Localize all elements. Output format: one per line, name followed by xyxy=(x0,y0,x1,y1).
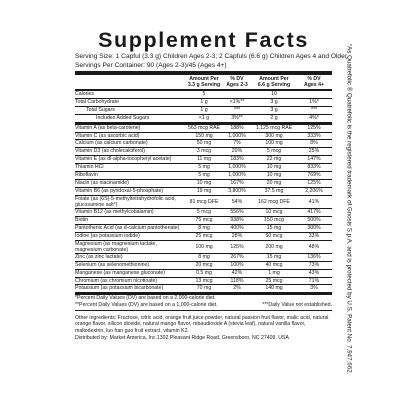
amount-serving-2: 15 mg xyxy=(266,253,282,260)
dv-ages-2-3: 118% xyxy=(230,277,244,284)
dv-ages-2-3: 1,000% xyxy=(228,172,246,179)
nutrient-row xyxy=(75,140,332,148)
nutrient-name: Chromium (as chromium nicotinate) xyxy=(75,277,158,284)
amount-header-1: Amount Per 3.3 g Serving xyxy=(187,76,221,88)
nutrient-name: Vitamin D3 (as cholecalciferol) xyxy=(75,148,145,155)
dv-ages-4-plus: 300% xyxy=(307,224,321,231)
nutrient-row xyxy=(75,133,332,141)
macro-row xyxy=(75,115,332,123)
column-header-row xyxy=(75,75,332,89)
dv-ages-2-3: 1,000% xyxy=(228,164,246,171)
dv-ages-4-plus: 4%* xyxy=(309,114,319,121)
nutrient-row xyxy=(75,262,332,270)
nutrient-name: Vitamin A (as beta-carotene) xyxy=(75,124,141,131)
amount-serving-1: 1 g xyxy=(200,106,208,113)
nutrient-name: Vitamin B6 (as pyridoxal-5-phosphate) xyxy=(75,187,164,194)
amount-serving-1: 1 g xyxy=(200,98,208,105)
macro-row xyxy=(75,99,332,107)
dv-ages-2-3: 3,800% xyxy=(228,187,246,194)
dv-ages-4-plus: 769% xyxy=(307,172,321,179)
nutrient-row xyxy=(75,270,332,278)
dv-ages-4-plus: 500% xyxy=(307,216,321,223)
dv-ages-4-plus: 136% xyxy=(307,253,321,260)
nutrient-name: Thiamin HCl xyxy=(75,164,104,171)
dv-ages-4-plus: 833% xyxy=(307,164,321,171)
amount-serving-2: 40 mcg xyxy=(265,261,283,268)
nutrient-name: Iodine (as potassium iodide) xyxy=(75,232,140,239)
amount-serving-1: 5 mg xyxy=(198,164,210,171)
dv-ages-4-plus: 125% xyxy=(307,124,321,131)
dv-ages-2-3: 267% xyxy=(230,253,244,260)
amount-serving-1: 25 mcg xyxy=(195,232,213,239)
dv-ages-4-plus: *** xyxy=(310,106,318,113)
amount-serving-2: 37.5 mg xyxy=(264,187,284,194)
dv-ages-4-plus: 417% xyxy=(307,208,321,215)
dv-ages-2-3: 3%** xyxy=(231,114,243,121)
amount-serving-2: 3 g xyxy=(270,98,278,105)
amount-serving-2: 25 mcg xyxy=(265,277,283,284)
amount-serving-1: 5 xyxy=(202,91,206,97)
supplement-facts-panel xyxy=(75,28,347,342)
servings-per-container-text: Servings Per Container: 90 (Ages 2-3)/45 (Ages 4+) xyxy=(75,62,227,69)
amount-header-2: Amount Per 6.6 g Serving xyxy=(257,76,291,88)
quatrefolic-note: °As Quatrefolic.® Quatrefolic is the registered trademark of Gnosis S.p.A. and is protected by U.S. Patent No. 7,947,662. xyxy=(345,43,353,374)
dv-ages-4-plus: 8% xyxy=(310,140,318,147)
amount-serving-1: 11 mg xyxy=(196,156,212,163)
dv-ages-4-plus: 43% xyxy=(308,269,320,276)
amount-serving-2: 10 mcg xyxy=(265,208,283,215)
dv-ages-4-plus: 73% xyxy=(308,261,320,268)
amount-serving-2: 300 mg xyxy=(265,132,283,139)
macro-row xyxy=(75,107,332,115)
footnote-1: *Percent Daily Values (DV) are based on a 2,000-calorie diet. xyxy=(75,295,216,302)
nutrient-name: Magnesium (as magnesium lactate, magnesium carbonate) xyxy=(75,240,157,253)
amount-serving-2: 10 xyxy=(271,91,277,97)
dv-ages-2-3: 183% xyxy=(230,156,244,163)
amount-serving-1: 20 mcg xyxy=(195,261,213,268)
amount-serving-2: 100 mg xyxy=(265,140,283,147)
dv-ages-2-3: 100% xyxy=(230,261,244,268)
macros-section xyxy=(75,91,332,123)
amount-serving-1: 5 mcg xyxy=(196,208,212,215)
nutrient-name: Total Carbohydrate xyxy=(75,98,119,105)
dv-ages-2-3: 54% xyxy=(231,198,243,205)
nutrient-row xyxy=(75,209,332,217)
amount-serving-1: 8 mg xyxy=(198,253,210,260)
dv-ages-4-plus: 125% xyxy=(307,179,321,186)
amount-serving-1: 150 mg xyxy=(195,132,213,139)
amount-serving-2: 140 mg xyxy=(265,285,283,292)
dv-header-1: % DV Ages 2-3 xyxy=(226,76,248,88)
nutrient-row xyxy=(75,172,332,180)
nutrient-row xyxy=(75,285,332,293)
nutrient-name: Calcium (as calcium carbonate) xyxy=(75,140,148,147)
macro-row xyxy=(75,91,332,99)
dv-ages-4-plus: 71% xyxy=(308,277,320,284)
nutrient-name: Riboflavin xyxy=(75,172,98,179)
dv-ages-2-3: 1,000% xyxy=(228,132,246,139)
nutrient-name: Folate (as (6S)-5-methyltetrahydrofolic acid, glucosamine salt°) xyxy=(75,195,176,208)
amount-serving-2: 10 mg xyxy=(266,172,282,179)
amount-serving-2: 50 mcg xyxy=(265,232,283,239)
footnote-row xyxy=(75,302,332,309)
amount-serving-1: 8 mg xyxy=(198,224,210,231)
dv-ages-2-3 xyxy=(222,91,252,98)
amount-serving-1: <1 g xyxy=(198,114,210,121)
amount-serving-1: 100 mg xyxy=(195,243,213,250)
nutrient-row xyxy=(75,156,332,164)
dv-ages-2-3: 556% xyxy=(230,208,244,215)
dv-ages-4-plus: 2,206% xyxy=(305,187,323,194)
nutrient-name: Vitamin B12 (as methylcobalamin) xyxy=(75,208,154,215)
amount-serving-2: 1,125 mcg RAE xyxy=(255,124,293,131)
amount-serving-2: 2 g xyxy=(270,114,278,121)
nutrient-name: Manganese (as manganese gluconate) xyxy=(75,269,165,276)
nutrient-row xyxy=(75,180,332,188)
dv-ages-2-3: *** xyxy=(233,106,241,113)
nutrient-row xyxy=(75,217,332,225)
nutrient-row xyxy=(75,148,332,156)
amount-serving-2: 22 mg xyxy=(266,156,282,163)
nutrient-name: Zinc (as zinc lactate) xyxy=(75,253,123,260)
dv-ages-4-plus: 333% xyxy=(307,132,321,139)
nutrient-name: Vitamin C (as ascorbic acid) xyxy=(75,132,140,139)
distributor-text: Distributed by: Market America, Inc.1302 Pleasant Ridge Road, Greensboro, NC 27409, USA xyxy=(75,334,289,341)
nutrient-row xyxy=(75,254,332,262)
amount-serving-1: 5 mg xyxy=(198,172,210,179)
amount-serving-1: 3 mcg xyxy=(196,148,212,155)
dv-ages-4-plus: 33% xyxy=(308,232,320,239)
nutrient-name: Pantothenic Acid (as d-calcium pantothenate) xyxy=(75,224,180,231)
dv-ages-2-3: 20% xyxy=(231,148,243,155)
nutrient-row xyxy=(75,188,332,196)
footnote-divider xyxy=(75,310,332,311)
amount-serving-2: 150 mcg xyxy=(264,216,284,223)
nutrient-row xyxy=(75,233,332,241)
amount-serving-1: 10 mg xyxy=(196,179,212,186)
nutrient-name: Niacin (as niacinamide) xyxy=(75,179,129,186)
amount-serving-2: 10 mg xyxy=(266,164,282,171)
amount-serving-1: 70 mg xyxy=(196,285,212,292)
nutrient-row xyxy=(75,164,332,172)
nutrient-row xyxy=(75,241,332,254)
nutrient-name: Calories xyxy=(75,91,95,97)
nutrient-name: Biotin xyxy=(75,216,88,223)
footnote-3: ***Daily Value not established. xyxy=(262,302,332,309)
side-trademark-note xyxy=(344,26,354,391)
serving-size-text: Serving Size: 1 Capful (3.3 g) Children Ages 2-3; 2 Capfuls (6.6 g) Children Ages 4 and Older xyxy=(75,53,347,60)
ingredients-text: Other ingredients: Fructose, citric acid, orange fruit juice powder, natural passion fruit flavor, malic acid, natural orange flavor, silicon dioxide, natural mango flavor, rebaudioside A (stevia leaf), natural vanilla flavor, maltodextrin, luo han guo fruit extract, vitamin K2. xyxy=(75,314,329,335)
dv-ages-4-plus xyxy=(296,91,332,98)
amount-serving-1: 13 mcg xyxy=(195,277,213,284)
dv-ages-2-3: 188% xyxy=(230,124,244,131)
nutrient-name: Selenium (as selenomethionine) xyxy=(75,261,150,268)
amount-serving-1: 75 mcg xyxy=(195,216,213,223)
dv-ages-2-3: 42% xyxy=(231,269,243,276)
dv-ages-2-3: 2% xyxy=(233,285,241,292)
dv-ages-2-3: 28% xyxy=(231,232,243,239)
amount-serving-2: 3 g xyxy=(270,106,278,113)
nutrient-row xyxy=(75,125,332,133)
dv-ages-2-3: 938% xyxy=(230,216,244,223)
dv-ages-2-3: 125% xyxy=(230,243,244,250)
dv-ages-2-3: 7% xyxy=(233,140,241,147)
panel-title: Supplement Facts xyxy=(98,28,309,52)
dv-header-2: % DV Ages 4+ xyxy=(303,76,325,88)
nutrient-name: Includes Added Sugars xyxy=(96,114,150,121)
dv-ages-2-3: <1%** xyxy=(229,98,245,105)
dv-ages-4-plus: 3% xyxy=(310,285,318,292)
amount-serving-2: 20 mg xyxy=(266,179,282,186)
amount-serving-1: 0.5 mg xyxy=(196,269,212,276)
dv-ages-4-plus: 25% xyxy=(308,148,320,155)
dv-ages-4-plus: 41% xyxy=(308,198,320,205)
nutrient-name: Total Sugars xyxy=(86,106,115,113)
amount-serving-2: 15 mg xyxy=(266,224,282,231)
nutrient-name: Vitamin E (as dl-alpha-tocopheryl acetate) xyxy=(75,156,172,163)
nutrient-name: Potassium (as potassium bicarbonate) xyxy=(75,285,164,292)
amount-serving-2: 162 mcg DFE xyxy=(258,198,290,205)
dv-ages-4-plus: 1%* xyxy=(309,98,319,105)
nutrient-row xyxy=(75,225,332,233)
amount-serving-2: 5 mcg xyxy=(266,148,282,155)
amount-serving-2: 1 mg xyxy=(268,269,280,276)
amount-serving-1: 19 mg xyxy=(196,187,212,194)
amount-serving-1: 563 mcg RAE xyxy=(187,124,220,131)
dv-ages-4-plus: 48% xyxy=(308,243,320,250)
dv-ages-2-3: 167% xyxy=(230,179,244,186)
amount-serving-2: 200 mg xyxy=(265,243,283,250)
dv-ages-4-plus: 147% xyxy=(307,156,321,163)
nutrients-section xyxy=(75,125,332,294)
footnote-2: **Percent Daily Values (DV) are based on a 1,000-calorie diet. xyxy=(75,302,218,309)
nutrient-row xyxy=(75,278,332,286)
dv-ages-2-3: 400% xyxy=(230,224,244,231)
amount-serving-1: 50 mg xyxy=(196,140,212,147)
amount-serving-1: 81 mcg DFE xyxy=(189,198,219,205)
nutrient-row xyxy=(75,196,332,209)
